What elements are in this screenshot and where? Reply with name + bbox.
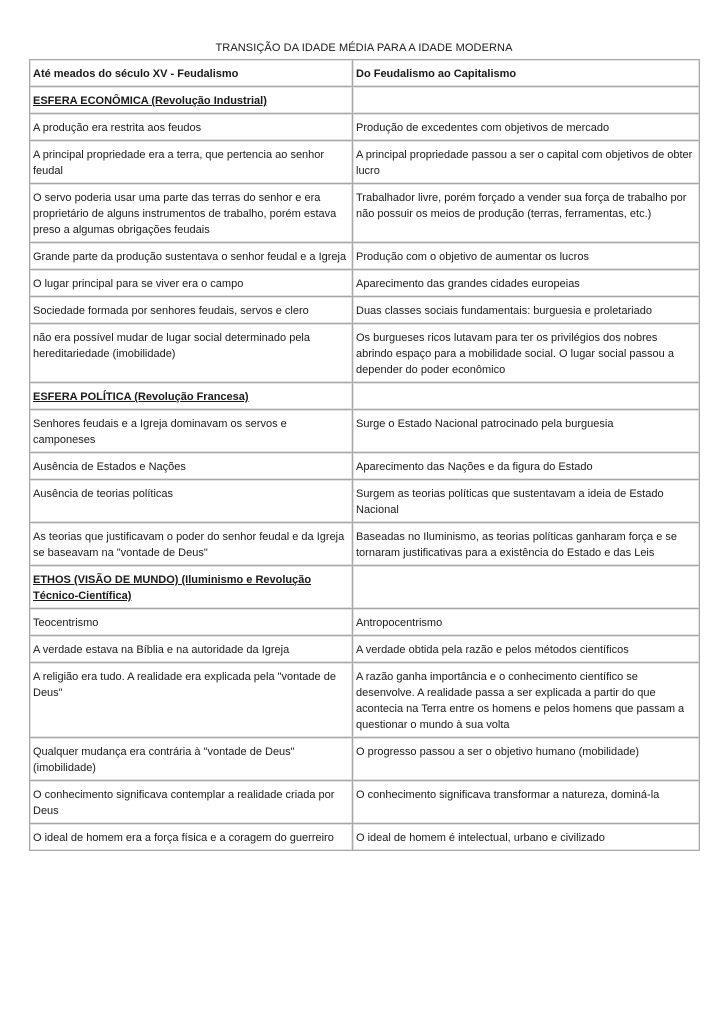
cell-right: O progresso passou a ser o objetivo humano (mobilidade) (353, 738, 700, 781)
table-header-row (30, 60, 700, 87)
comparison-table (29, 59, 700, 851)
table-row (30, 738, 700, 781)
cell-right: Produção com o objetivo de aumentar os lucros (353, 243, 700, 270)
cell-left: Qualquer mudança era contrária à "vontade de Deus" (imobilidade) (30, 738, 353, 781)
table-row (30, 480, 700, 523)
table-row (30, 453, 700, 480)
cell-left: O lugar principal para se viver era o campo (30, 270, 353, 297)
cell-right: Surgem as teorias políticas que sustentavam a ideia de Estado Nacional (353, 480, 700, 523)
cell-right: O conhecimento significava transformar a natureza, dominá-la (353, 781, 700, 824)
cell-left: Teocentrismo (30, 609, 353, 636)
cell-right: A verdade obtida pela razão e pelos métodos científicos (353, 636, 700, 663)
cell-right: Trabalhador livre, porém forçado a vender sua força de trabalho por não possuir os meios de produção (terras, ferramentas, etc.) (353, 184, 700, 243)
table-row (30, 184, 700, 243)
table-row (30, 523, 700, 566)
section-heading-right (353, 87, 700, 114)
cell-left: Grande parte da produção sustentava o senhor feudal e a Igreja (30, 243, 353, 270)
cell-left: As teorias que justificavam o poder do senhor feudal e da Igreja se baseavam na "vontade de Deus" (30, 523, 353, 566)
header-left: Até meados do século XV - Feudalismo (30, 60, 353, 87)
table-row (30, 609, 700, 636)
cell-right: Antropocentrismo (353, 609, 700, 636)
section-heading-left: ESFERA POLÍTICA (Revolução Francesa) (30, 383, 353, 410)
table-row (30, 781, 700, 824)
table-row (30, 270, 700, 297)
cell-right: Duas classes sociais fundamentais: burguesia e proletariado (353, 297, 700, 324)
section-heading-right (353, 566, 700, 609)
table-row (30, 114, 700, 141)
cell-left: A principal propriedade era a terra, que pertencia ao senhor feudal (30, 141, 353, 184)
table-row (30, 297, 700, 324)
table-row (30, 141, 700, 184)
cell-right: Os burgueses ricos lutavam para ter os privilégios dos nobres abrindo espaço para a mobilidade social. O lugar social passou a depender do poder econômico (353, 324, 700, 383)
table-row (30, 663, 700, 738)
cell-left: O ideal de homem era a força física e a coragem do guerreiro (30, 824, 353, 851)
cell-right: Baseadas no Iluminismo, as teorias políticas ganharam força e se tornaram justificativas para a existência do Estado e das Leis (353, 523, 700, 566)
section-row (30, 87, 700, 114)
cell-left: Ausência de teorias políticas (30, 480, 353, 523)
cell-right: A razão ganha importância e o conhecimento científico se desenvolve. A realidade passa a ser explicada a partir do que acontecia na Terra entre os homens e pelos homens que passam a questionar o mundo à sua volta (353, 663, 700, 738)
section-row (30, 383, 700, 410)
cell-left: A verdade estava na Bíblia e na autoridade da Igreja (30, 636, 353, 663)
cell-left: Sociedade formada por senhores feudais, servos e clero (30, 297, 353, 324)
page-title: TRANSIÇÃO DA IDADE MÉDIA PARA A IDADE MODERNA (215, 42, 513, 54)
table-row (30, 824, 700, 851)
cell-right: A principal propriedade passou a ser o capital com objetivos de obter lucro (353, 141, 700, 184)
table-row (30, 636, 700, 663)
cell-left: Senhores feudais e a Igreja dominavam os servos e camponeses (30, 410, 353, 453)
cell-right: Aparecimento das Nações e da figura do Estado (353, 453, 700, 480)
cell-left: Ausência de Estados e Nações (30, 453, 353, 480)
cell-left: não era possível mudar de lugar social determinado pela hereditariedade (imobilidade) (30, 324, 353, 383)
section-row (30, 566, 700, 609)
cell-right: O ideal de homem é intelectual, urbano e civilizado (353, 824, 700, 851)
table-row (30, 243, 700, 270)
table-row (30, 410, 700, 453)
table-row (30, 324, 700, 383)
cell-right: Produção de excedentes com objetivos de mercado (353, 114, 700, 141)
section-heading-left: ESFERA ECONÔMICA (Revolução Industrial) (30, 87, 353, 114)
section-heading-left: ETHOS (VISÃO DE MUNDO) (Iluminismo e Revolução Técnico-Científica) (30, 566, 353, 609)
cell-left: O conhecimento significava contemplar a realidade criada por Deus (30, 781, 353, 824)
cell-right: Surge o Estado Nacional patrocinado pela burguesia (353, 410, 700, 453)
cell-left: O servo poderia usar uma parte das terras do senhor e era proprietário de alguns instrumentos de trabalho, porém estava preso a algumas obrigações feudais (30, 184, 353, 243)
cell-left: A produção era restrita aos feudos (30, 114, 353, 141)
cell-right: Aparecimento das grandes cidades europeias (353, 270, 700, 297)
section-heading-right (353, 383, 700, 410)
cell-left: A religião era tudo. A realidade era explicada pela "vontade de Deus" (30, 663, 353, 738)
header-right: Do Feudalismo ao Capitalismo (353, 60, 700, 87)
